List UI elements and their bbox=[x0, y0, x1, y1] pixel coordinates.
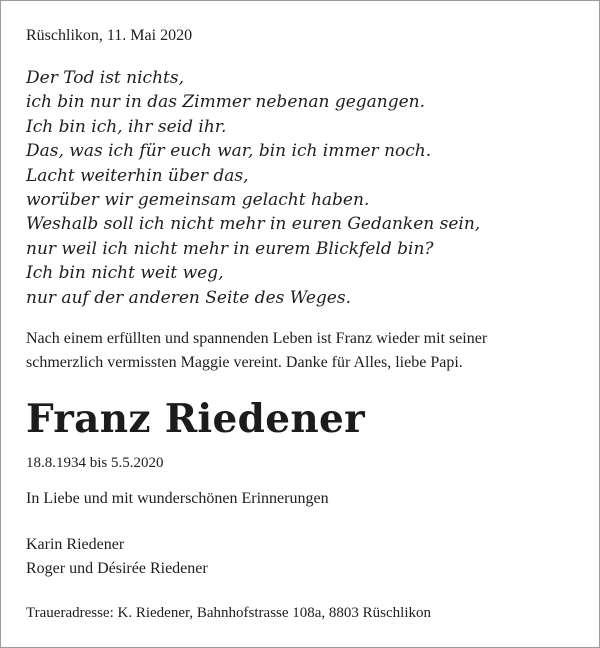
mourner-name: Roger und Désirée Riedener bbox=[26, 560, 208, 578]
intro-text bbox=[26, 327, 586, 375]
mourner-name: Karin Riedener bbox=[26, 536, 125, 554]
poem-line: Weshalb soll ich nicht mehr in euren Gedanken sein, bbox=[26, 214, 481, 235]
poem-line: nur weil ich nicht mehr in eurem Blickfeld bin? bbox=[26, 238, 434, 259]
deceased-name: Franz Riedener bbox=[26, 396, 365, 443]
poem-line: Ich bin nicht weit weg, bbox=[26, 263, 224, 284]
intro-line: schmerzlich vermissten Maggie vereint. Danke für Alles, liebe Papi. bbox=[26, 354, 463, 372]
poem-line: nur auf der anderen Seite des Weges. bbox=[26, 287, 351, 308]
poem-line: Lacht weiterhin über das, bbox=[26, 165, 249, 186]
place-date: Rüschlikon, 11. Mai 2020 bbox=[26, 27, 193, 44]
poem-line: Der Tod ist nichts, bbox=[26, 68, 184, 88]
poem-line: Das, was ich für euch war, bin ich immer noch. bbox=[26, 141, 432, 162]
poem-line: Ich bin ich, ihr seid ihr. bbox=[26, 116, 227, 137]
poem-line: ich bin nur in das Zimmer nebenan gegangen. bbox=[26, 92, 426, 113]
life-dates: 18.8.1934 bis 5.5.2020 bbox=[26, 455, 164, 472]
memory-text: In Liebe und mit wunderschönen Erinnerungen bbox=[26, 490, 329, 508]
poem-line: worüber wir gemeinsam gelacht haben. bbox=[26, 190, 370, 211]
intro-line: Nach einem erfüllten und spannenden Leben ist Franz wieder mit seiner bbox=[26, 330, 488, 348]
poem bbox=[26, 66, 586, 310]
obituary-notice bbox=[26, 26, 586, 623]
mourning-address: Traueradresse: K. Riedener, Bahnhofstrasse 108a, 8803 Rüschlikon bbox=[26, 605, 432, 622]
mourners-list bbox=[26, 533, 586, 581]
